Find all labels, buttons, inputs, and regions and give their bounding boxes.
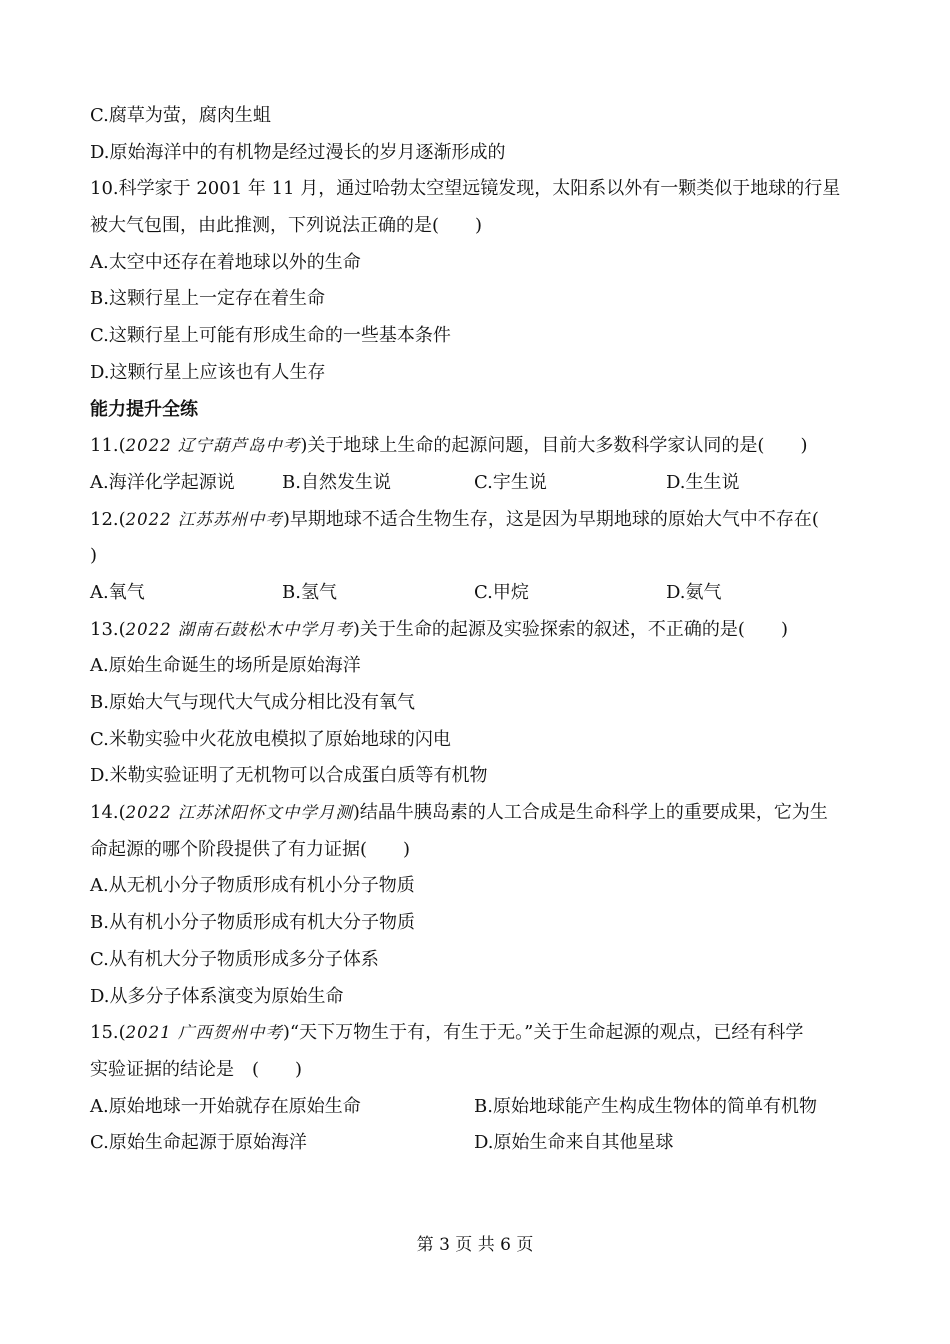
q15-options-row1 — [90, 1089, 865, 1126]
q15-options-row2 — [90, 1125, 865, 1162]
q13-option-b: B.原始大气与现代大气成分相比没有氧气 — [90, 692, 415, 713]
q13-stem — [90, 612, 865, 649]
q13-option-c: C.米勒实验中火花放电模拟了原始地球的闪电 — [90, 728, 451, 750]
q14-option-c: C.从有机大分子物质形成多分子体系 — [90, 948, 379, 970]
q13-option-d: D.米勒实验证明了无机物可以合成蛋白质等有机物 — [90, 765, 488, 787]
q12-stem — [90, 502, 865, 539]
q15-option-c: C.原始生命起源于原始海洋 — [90, 1132, 307, 1154]
q14-option-d: D.从多分子体系演变为原始生命 — [90, 985, 344, 1007]
q11-text: )关于地球上生命的起源问题，目前大多数科学家认同的是( ) — [300, 435, 808, 457]
q12-option-d: D.氨气 — [666, 581, 722, 603]
q14-stem-line2: 命起源的哪个阶段提供了有力证据( ) — [90, 838, 411, 860]
q11-number: 11.( — [90, 435, 126, 457]
q11-option-c: C.宇生说 — [474, 471, 547, 493]
q12-option-b: B.氢气 — [282, 581, 337, 603]
q11-stem — [90, 428, 865, 465]
q11-option-b: B.自然发生说 — [282, 471, 391, 493]
q15-option-a: A.原始地球一开始就存在原始生命 — [90, 1095, 361, 1117]
q14-option-a: A.从无机小分子物质形成有机小分子物质 — [90, 875, 415, 897]
q10-option-d: D.这颗行星上应该也有人生存 — [90, 361, 326, 383]
q14-text: )结晶牛胰岛素的人工合成是生命科学上的重要成果，它为生 — [352, 802, 828, 824]
q9-option-d: D.原始海洋中的有机物是经过漫长的岁月逐渐形成的 — [90, 141, 506, 163]
q10-stem-line2: 被大气包围，由此推测，下列说法正确的是( ) — [90, 215, 483, 237]
q12-option-c: C.甲烷 — [474, 581, 529, 603]
q14-stem — [90, 795, 865, 832]
q11-option-d: D.生生说 — [666, 471, 740, 493]
q15-text: )“天下万物生于有，有生于无。”关于生命起源的观点，已经有科学 — [282, 1022, 804, 1044]
q15-source: 2021 广西贺州中考 — [125, 1023, 283, 1043]
q10-stem-line1: 10.科学家于 2001 年 11 月，通过哈勃太空望远镜发现，太阳系以外有一颗类似于地球的行星 — [90, 178, 841, 200]
q15-option-d: D.原始生命来自其他星球 — [474, 1132, 674, 1154]
q15-stem — [90, 1015, 865, 1052]
q12-number: 12.( — [90, 508, 126, 530]
q14-source: 2022 江苏沭阳怀文中学月测 — [125, 803, 353, 823]
q12-option-a: A.氧气 — [90, 581, 145, 603]
q12-options — [90, 575, 865, 612]
q11-options — [90, 465, 865, 502]
q11-source: 2022 辽宁葫芦岛中考 — [125, 436, 301, 456]
q13-option-a: A.原始生命诞生的场所是原始海洋 — [90, 655, 361, 677]
section-heading: 能力提升全练 — [90, 398, 198, 420]
q13-number: 13.( — [90, 618, 126, 640]
q15-number: 15.( — [90, 1022, 126, 1044]
q12-stem-line2: ) — [90, 545, 98, 567]
q11-option-a: A.海洋化学起源说 — [90, 471, 235, 493]
q10-option-c: C.这颗行星上可能有形成生命的一些基本条件 — [90, 325, 451, 347]
document-page — [90, 98, 865, 1162]
q10-option-a: A.太空中还存在着地球以外的生命 — [90, 251, 361, 273]
page-footer: 第 3 页 共 6 页 — [416, 1235, 534, 1255]
q10-option-b: B.这颗行星上一定存在着生命 — [90, 288, 325, 310]
q14-number: 14.( — [90, 802, 126, 824]
q15-stem-line2: 实验证据的结论是 ( ) — [90, 1058, 303, 1080]
q13-text: )关于生命的起源及实验探索的叙述，不正确的是( ) — [352, 618, 788, 640]
q12-text: )早期地球不适合生物生存，这是因为早期地球的原始大气中不存在( — [282, 508, 819, 530]
q13-source: 2022 湖南石鼓松木中学月考 — [125, 619, 353, 639]
q9-option-c: C.腐草为萤，腐肉生蛆 — [90, 105, 271, 126]
q14-option-b: B.从有机小分子物质形成有机大分子物质 — [90, 912, 415, 934]
q12-source: 2022 江苏苏州中考 — [125, 509, 283, 529]
q15-option-b: B.原始地球能产生构成生物体的简单有机物 — [474, 1095, 817, 1117]
